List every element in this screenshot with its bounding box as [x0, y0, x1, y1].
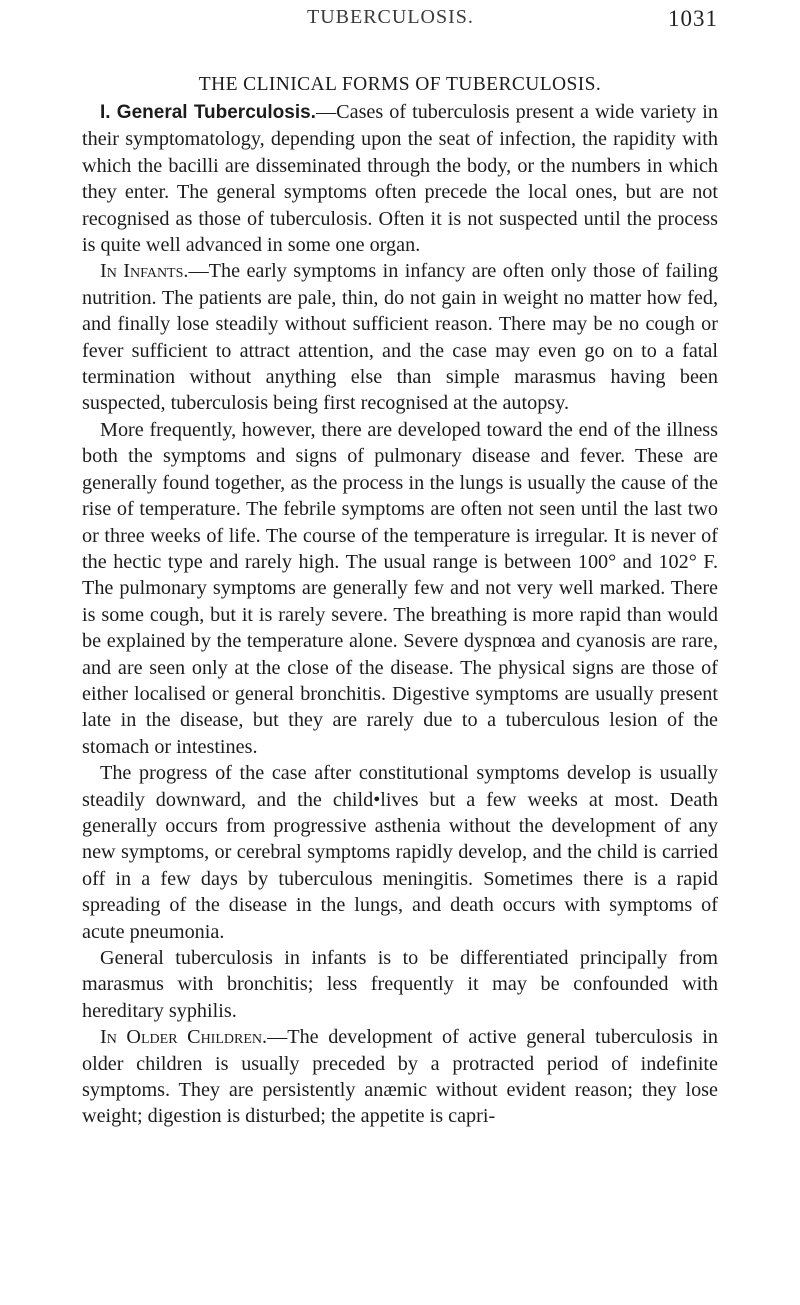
paragraph-in-older-children [82, 1024, 718, 1130]
paragraph-in-infants [82, 258, 718, 416]
paragraph-progress [82, 760, 718, 945]
running-title: TUBERCULOSIS. [307, 6, 474, 28]
paragraph-text: —The development of active general tuberculosis in older children is usually preceded by a protracted period of indefinite symptoms. They are persistently anæmic without evident reason; they lose weight; digestion is disturbed; the appetite is capri- [82, 1026, 718, 1128]
paragraph-text: The progress of the case after constitutional symptoms develop is usually steadily downward, and the child•lives but a few weeks at most. Death generally occurs from progressive asthenia without the development of any new symptoms, or cerebral symptoms rapidly develop, and the child is carried off in a few days by tuberculous meningitis. Sometimes there is a rapid spreading of the disease in the lungs, and death occurs with symptoms of acute pneumonia. [82, 762, 718, 943]
section-heading-general-tuberculosis: I. General Tuberculosis. [100, 102, 316, 123]
paragraph-text: —Cases of tuberculosis present a wide variety in their symptomatology, depending upon the seat of infection, the rapidity with which the bacilli are disseminated through the body, or the numbers in which they enter. The general symptoms often precede the local ones, but are not recognised as those of tuberculosis. Often it is not suspected until the process is quite well advanced in some one organ. [82, 101, 719, 257]
page-number: 1031 [668, 6, 718, 31]
body-text [82, 99, 718, 1130]
paragraph-text: General tuberculosis in infants is to be differentiated principally from marasmus with bronchitis; less frequently it may be confounded with hereditary syphilis. [82, 947, 718, 1022]
subheading-in-infants: In Infants. [100, 260, 189, 283]
running-head [82, 6, 718, 36]
subheading-in-older-children: In Older Children. [100, 1026, 268, 1049]
paragraph-pulmonary-symptoms [82, 417, 718, 760]
paragraph-text: More frequently, however, there are developed toward the end of the illness both the symptoms and signs of pulmonary disease and fever. These are generally found together, as the process in the lungs is usually the cause of the rise of temperature. The febrile symptoms are often not seen until the last two or three weeks of life. The course of the temperature is irregular. It is never of the hectic type and rarely high. The usual range is between 100° and 102° F. The pulmonary symptoms are generally few and not very well marked. There is some cough, but it is rarely severe. The breathing is more rapid than would be explained by the temperature alone. Severe dyspnœa and cyanosis are rare, and are seen only at the close of the disease. The physical signs are those of either localised or general bronchitis. Digestive symptoms are usually present late in the disease, but they are rarely due to a tuberculous lesion of the stomach or intestines. [82, 418, 718, 758]
paragraph-differential [82, 945, 718, 1024]
chapter-heading: THE CLINICAL FORMS OF TUBERCULOSIS. [198, 74, 602, 95]
paragraph-text: —The early symptoms in infancy are often only those of failing nutrition. The patients are pale, thin, do not gain in weight no matter how fed, and finally lose steadily without sufficient reason. There may be no cough or fever sufficient to attract attention, and the case may even go on to a fatal termination without anything else than simple marasmus having been suspected, tuberculosis being first recognised at the autopsy. [82, 260, 718, 415]
paragraph-general-tuberculosis [82, 99, 718, 258]
